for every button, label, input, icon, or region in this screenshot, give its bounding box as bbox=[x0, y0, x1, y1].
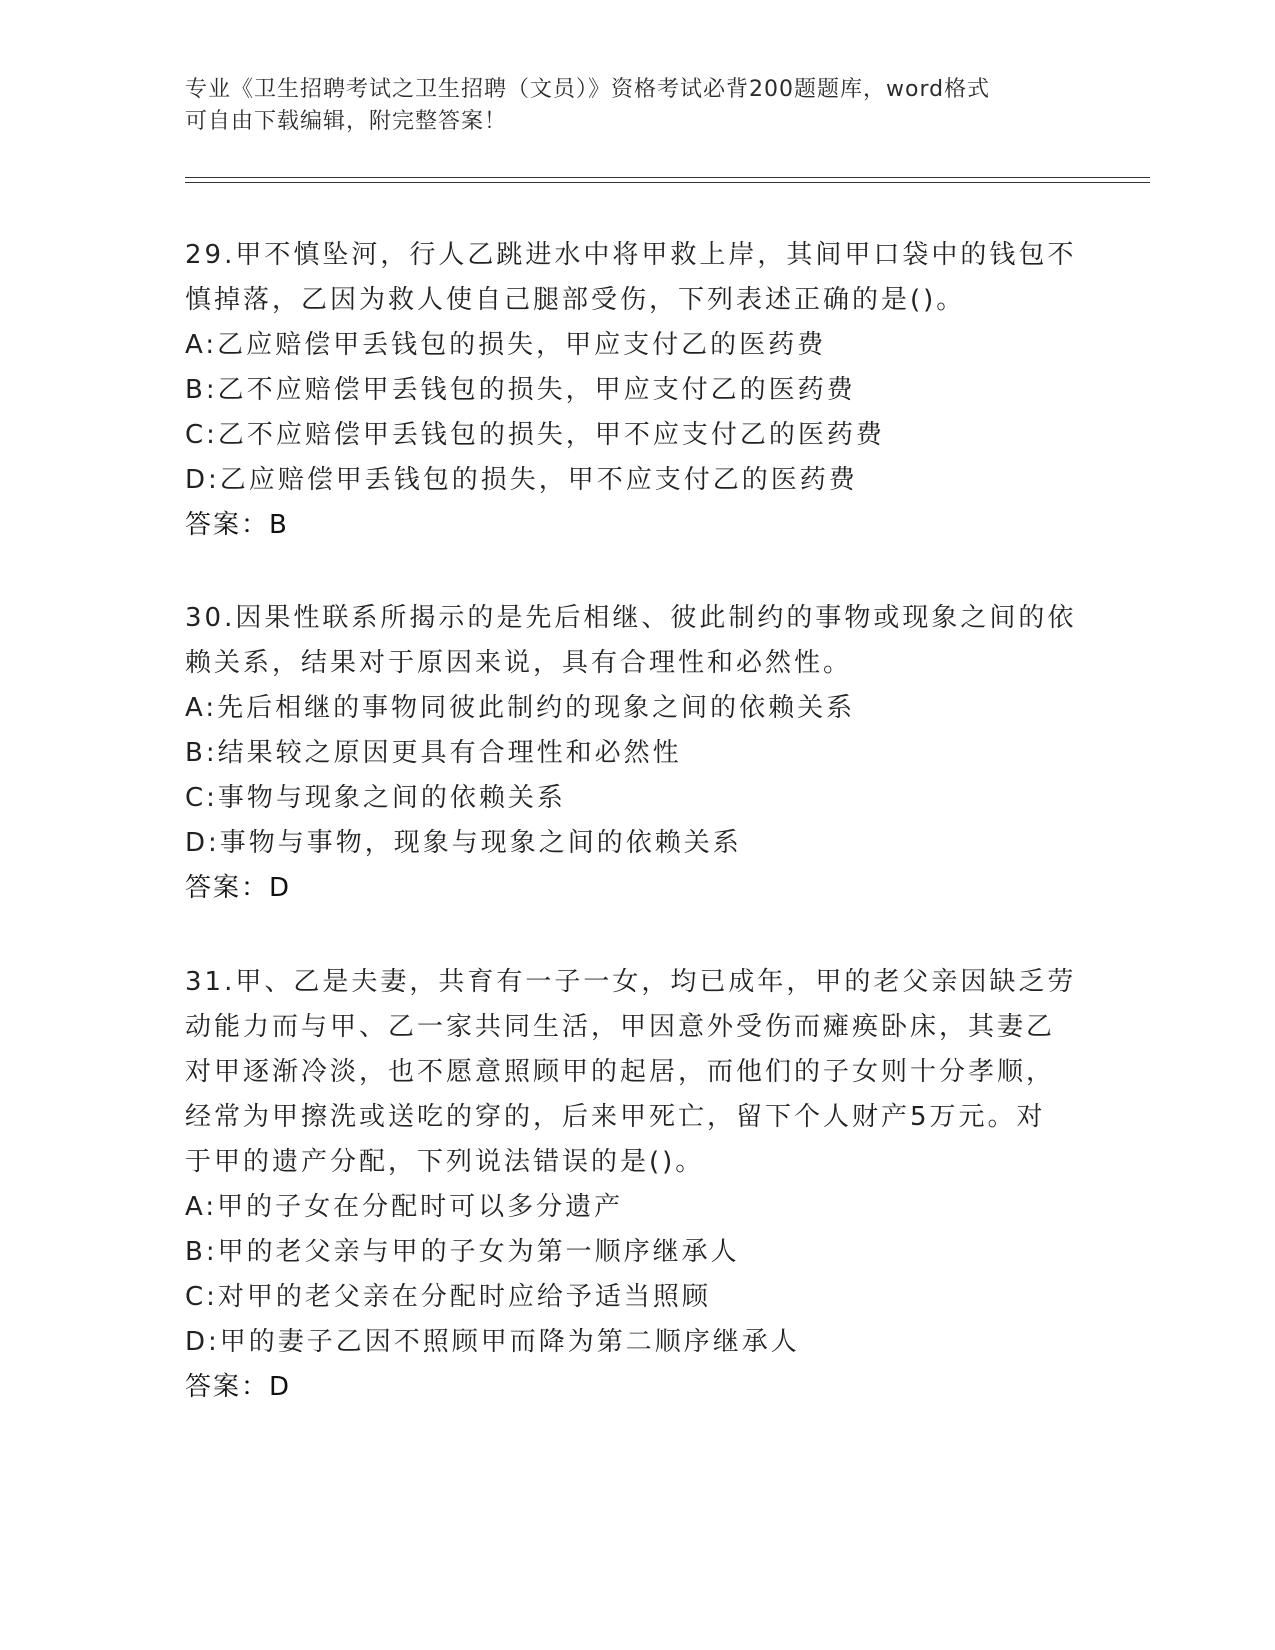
option-b: B:甲的老父亲与甲的子女为第一顺序继承人 bbox=[185, 1237, 740, 1267]
question-30 bbox=[185, 596, 1085, 911]
option-a: A:甲的子女在分配时可以多分遗产 bbox=[185, 1192, 624, 1222]
header-divider-top bbox=[185, 177, 1150, 178]
option-c: C:事物与现象之间的依赖关系 bbox=[185, 783, 566, 813]
header-divider-bottom bbox=[185, 182, 1150, 183]
option-a: A:乙应赔偿甲丢钱包的损失，甲应支付乙的医药费 bbox=[185, 330, 827, 360]
question-31 bbox=[185, 960, 1085, 1410]
question-stem-line: 经常为甲擦洗或送吃的穿的，后来甲死亡，留下个人财产5万元。对 bbox=[185, 1102, 1046, 1132]
header-line-1: 专业《卫生招聘考试之卫生招聘（文员）》资格考试必背200题题库，word格式 bbox=[185, 77, 991, 102]
header-line-2: 可自由下载编辑，附完整答案！ bbox=[185, 109, 508, 134]
answer-label: 答案：D bbox=[185, 873, 292, 903]
question-stem-line: 29.甲不慎坠河，行人乙跳进水中将甲救上岸，其间甲口袋中的钱包不 bbox=[185, 240, 1077, 270]
document-header bbox=[185, 74, 1065, 138]
option-b: B:结果较之原因更具有合理性和必然性 bbox=[185, 738, 682, 768]
option-c: C:乙不应赔偿甲丢钱包的损失，甲不应支付乙的医药费 bbox=[185, 420, 885, 450]
option-d: D:事物与事物，现象与现象之间的依赖关系 bbox=[185, 828, 742, 858]
question-stem-line: 31.甲、乙是夫妻，共育有一子一女，均已成年，甲的老父亲因缺乏劳 bbox=[185, 967, 1077, 997]
question-stem-line: 于甲的遗产分配，下列说法错误的是()。 bbox=[185, 1147, 705, 1177]
question-stem-line: 慎掉落，乙因为救人使自己腿部受伤，下列表述正确的是()。 bbox=[185, 285, 966, 315]
question-stem-line: 动能力而与甲、乙一家共同生活，甲因意外受伤而瘫痪卧床，其妻乙 bbox=[185, 1012, 1056, 1042]
option-d: D:甲的妻子乙因不照顾甲而降为第二顺序继承人 bbox=[185, 1327, 800, 1357]
option-a: A:先后相继的事物同彼此制约的现象之间的依赖关系 bbox=[185, 693, 856, 723]
option-b: B:乙不应赔偿甲丢钱包的损失，甲应支付乙的医药费 bbox=[185, 375, 856, 405]
question-stem-line: 对甲逐渐冷淡，也不愿意照顾甲的起居，而他们的子女则十分孝顺， bbox=[185, 1057, 1056, 1087]
answer-label: 答案：D bbox=[185, 1372, 292, 1402]
question-stem-line: 赖关系，结果对于原因来说，具有合理性和必然性。 bbox=[185, 648, 853, 678]
option-c: C:对甲的老父亲在分配时应给予适当照顾 bbox=[185, 1282, 711, 1312]
question-stem-line: 30.因果性联系所揭示的是先后相继、彼此制约的事物或现象之间的依 bbox=[185, 603, 1077, 633]
question-29 bbox=[185, 233, 1085, 548]
answer-label: 答案：B bbox=[185, 510, 289, 540]
option-d: D:乙应赔偿甲丢钱包的损失，甲不应支付乙的医药费 bbox=[185, 465, 858, 495]
